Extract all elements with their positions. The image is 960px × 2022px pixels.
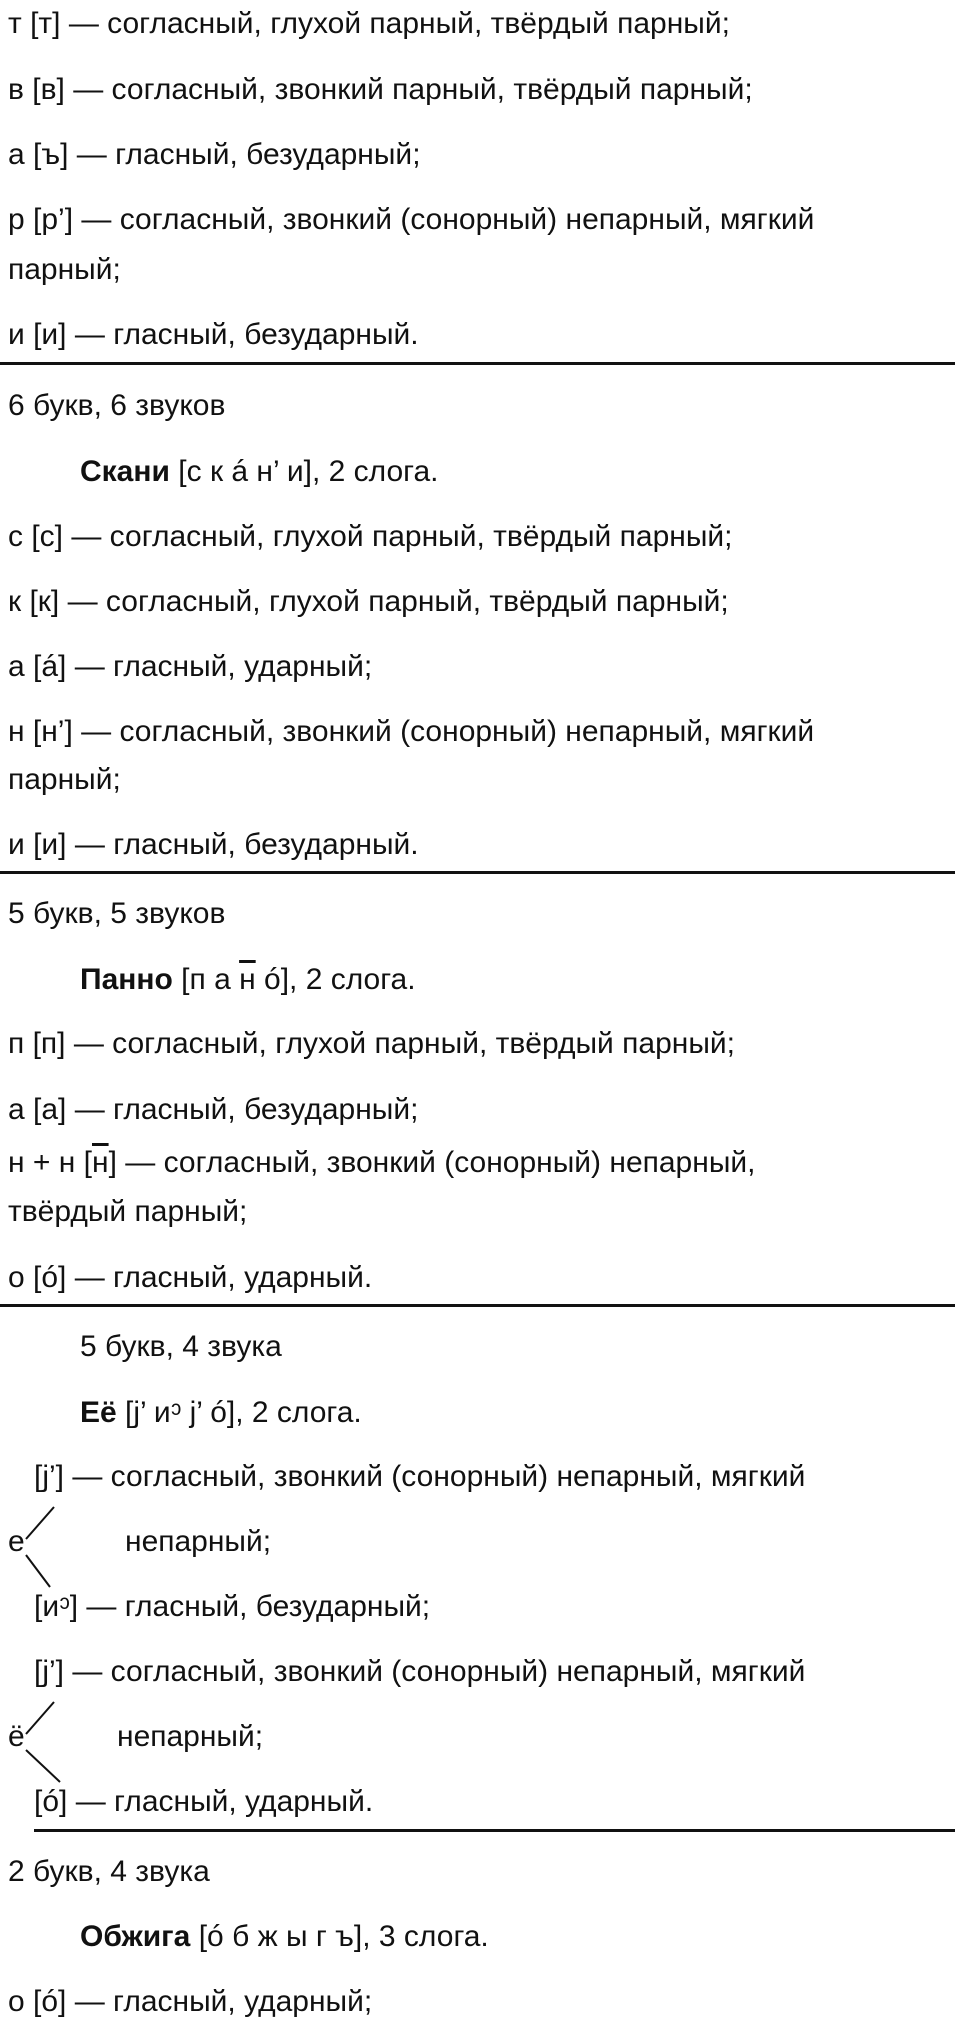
- count-line: 5 букв, 4 звука: [80, 1330, 282, 1363]
- transcription: [ó б ж ы г ъ], 3 слога.: [190, 1920, 489, 1953]
- branch-bottom-line: [ó] — гласный, ударный.: [34, 1785, 374, 1818]
- text-line: о [ó] — гласный, ударный;: [8, 1985, 373, 2018]
- word: Обжига: [80, 1920, 191, 1953]
- word: Скани: [80, 455, 170, 488]
- transcription: [j’ иᵓ j’ ó], 2 слога.: [116, 1396, 362, 1429]
- branch-bottom-line: [иᵓ] — гласный, безударный;: [34, 1590, 431, 1623]
- text-line: парный;: [8, 253, 121, 286]
- branch-lines: [22, 1505, 62, 1590]
- text-line: а [ъ] — гласный, безударный;: [8, 138, 421, 171]
- divider: [0, 1304, 955, 1307]
- branch-top-line: [j’] — согласный, звонкий (сонорный) непарный, мягкий: [34, 1460, 806, 1493]
- text-line: о [ó] — гласный, ударный.: [8, 1261, 373, 1294]
- branch-top-line: [j’] — согласный, звонкий (сонорный) непарный, мягкий: [34, 1655, 806, 1688]
- branch-lines: [22, 1700, 62, 1785]
- word-heading: [80, 960, 416, 1000]
- transcription: [с к á н’ и], 2 слога.: [169, 455, 439, 488]
- text-line: р [р’] — согласный, звонкий (сонорный) непарный, мягкий: [8, 203, 815, 236]
- transcription: [п а: [172, 963, 240, 996]
- text-line: п [п] — согласный, глухой парный, твёрдый парный;: [8, 1027, 735, 1060]
- text-line: т [т] — согласный, глухой парный, твёрдый парный;: [8, 7, 730, 40]
- count-line: 5 букв, 5 звуков: [8, 897, 226, 930]
- text-line: непарный;: [125, 1525, 272, 1558]
- word-heading: [80, 1917, 489, 1957]
- transcription-long-sound: н: [239, 963, 256, 996]
- text-line: непарный;: [117, 1720, 264, 1753]
- divider: [0, 362, 955, 365]
- text-line: и [и] — гласный, безударный.: [8, 828, 419, 861]
- text-line: с [с] — согласный, глухой парный, твёрдый парный;: [8, 520, 733, 553]
- text-line: твёрдый парный;: [8, 1195, 248, 1228]
- divider: [34, 1829, 955, 1832]
- text-line: а [а] — гласный, безударный;: [8, 1093, 419, 1126]
- long-sound: н: [92, 1146, 109, 1179]
- transcription: ó], 2 слога.: [255, 963, 416, 996]
- text-line: а [á] — гласный, ударный;: [8, 650, 373, 683]
- word: Её: [80, 1396, 117, 1429]
- word-heading: [80, 452, 439, 492]
- word: Панно: [80, 963, 173, 996]
- text-line: парный;: [8, 763, 121, 796]
- text-line: н + н [н] — согласный, звонкий (сонорный) непарный,: [8, 1146, 756, 1179]
- count-line: 2 букв, 4 звука: [8, 1855, 210, 1888]
- count-line: 6 букв, 6 звуков: [8, 389, 226, 422]
- text-line: к [к] — согласный, глухой парный, твёрдый парный;: [8, 585, 729, 618]
- branch-letter: е: [8, 1525, 25, 1558]
- divider: [0, 871, 955, 874]
- branch-letter: ё: [8, 1720, 25, 1753]
- text-line: и [и] — гласный, безударный.: [8, 318, 419, 351]
- text-line: в [в] — согласный, звонкий парный, твёрдый парный;: [8, 73, 753, 106]
- text-line: н [н’] — согласный, звонкий (сонорный) непарный, мягкий: [8, 715, 815, 748]
- word-heading: [80, 1393, 362, 1433]
